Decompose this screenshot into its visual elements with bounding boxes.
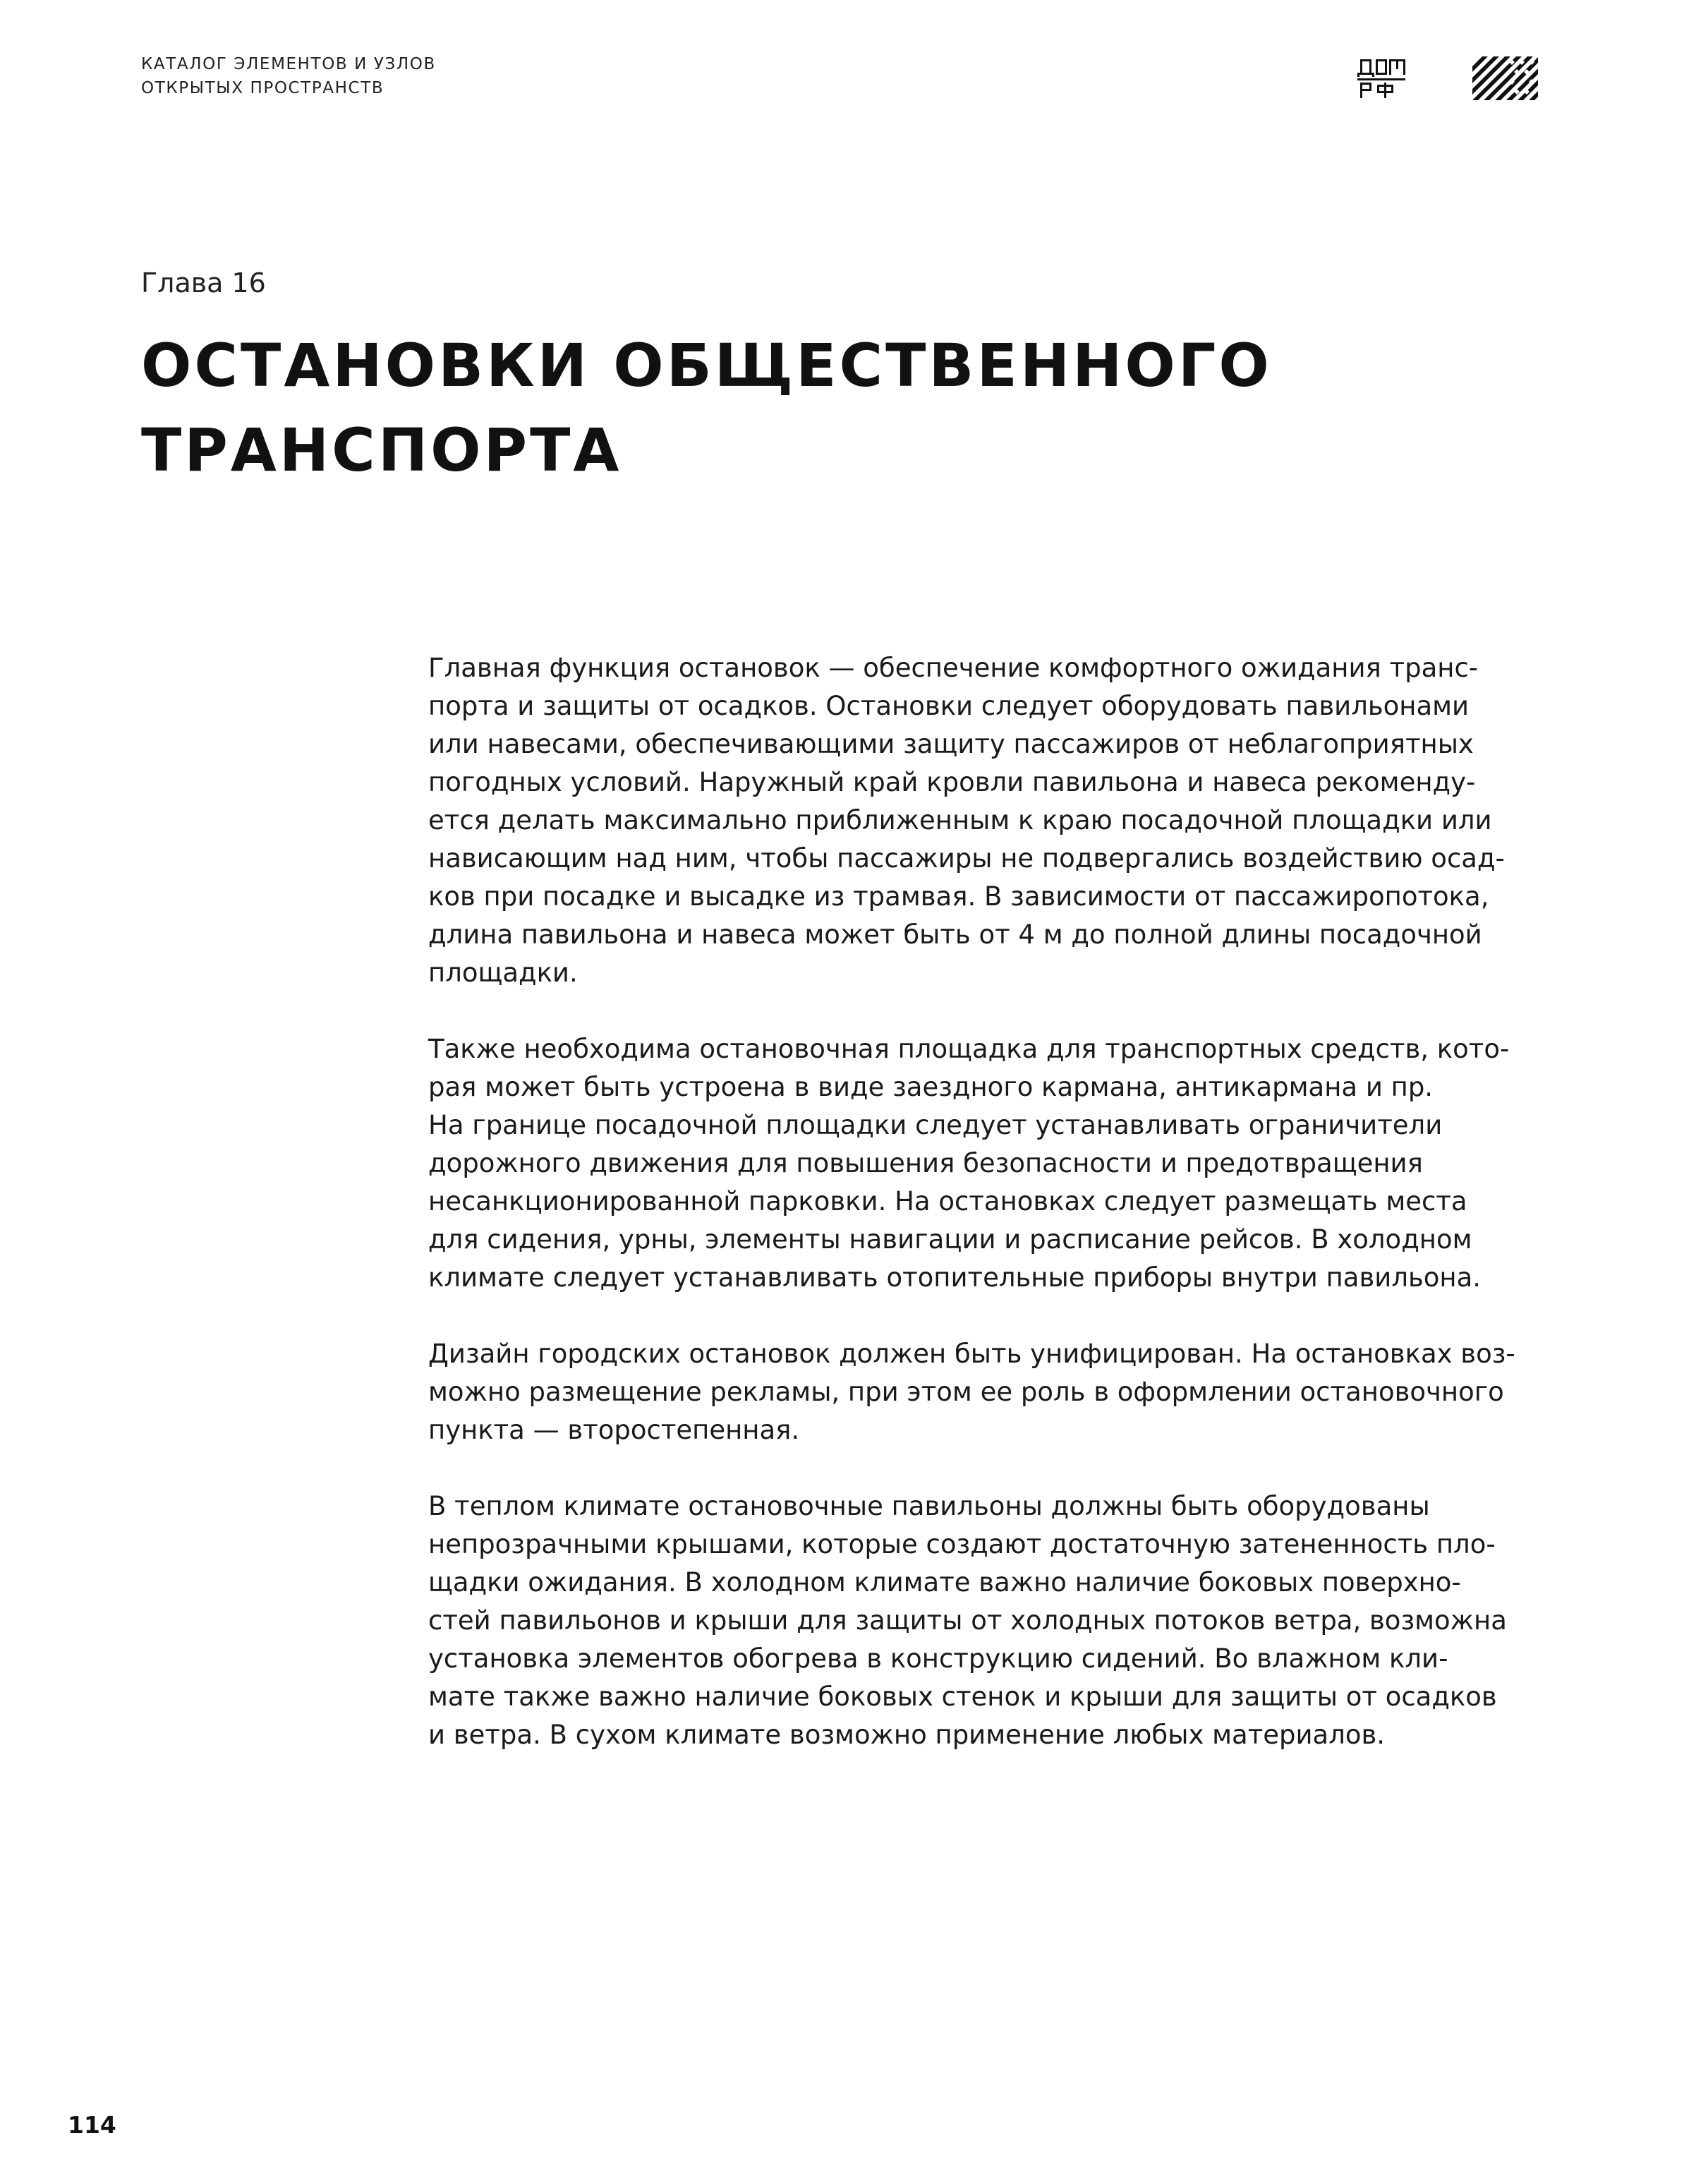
- text-line: Дизайн городских остановок должен быть унифицирован. На остановках воз-: [428, 1339, 1515, 1369]
- text-line: Главная функция остановок — обеспечение комфортного ожидания транс-: [428, 653, 1479, 683]
- catalog-header: [141, 52, 436, 100]
- text-line: площадки.: [428, 958, 578, 988]
- page-number: 114: [68, 2111, 116, 2139]
- text-line: можно размещение рекламы, при этом ее роль в оформлении остановочного: [428, 1377, 1504, 1407]
- text-line: длина павильона и навеса может быть от 4 м до полной длины посадочной: [428, 919, 1482, 950]
- text-line: и ветра. В сухом климате возможно применение любых материалов.: [428, 1720, 1386, 1750]
- dom-rf-logo: [1356, 56, 1407, 100]
- chapter-title: [141, 323, 1272, 493]
- chapter-title-line-1: ОСТАНОВКИ ОБЩЕСТВЕННОГО: [141, 331, 1272, 400]
- text-line: для сидения, урны, элементы навигации и расписание рейсов. В холодном: [428, 1224, 1472, 1255]
- text-line: В теплом климате остановочные павильоны должны быть оборудованы: [428, 1491, 1430, 1521]
- text-line: рая может быть устроена в виде заездного кармана, антикармана и пр.: [428, 1072, 1434, 1102]
- text-line: порта и защиты от осадков. Остановки следует оборудовать павильонами: [428, 691, 1470, 721]
- paragraph-2: [428, 1030, 1550, 1297]
- text-line: погодных условий. Наружный край кровли павильона и навеса рекоменду-: [428, 767, 1476, 797]
- text-line: установка элементов обогрева в конструкцию сидений. Во влажном кли-: [428, 1643, 1448, 1674]
- catalog-header-line-1: КАТАЛОГ ЭЛЕМЕНТОВ И УЗЛОВ: [141, 55, 436, 73]
- text-line: мате также важно наличие боковых стенок и крыши для защиты от осадков: [428, 1682, 1497, 1712]
- paragraph-1: [428, 649, 1550, 992]
- body-text: [428, 649, 1550, 1792]
- pattern-logo: [1472, 56, 1538, 100]
- catalog-header-line-2: ОТКРЫТЫХ ПРОСТРАНСТВ: [141, 79, 384, 97]
- text-line: пункта — второстепенная.: [428, 1415, 800, 1445]
- text-line: Также необходима остановочная площадка для транспортных средств, кото-: [428, 1034, 1510, 1064]
- text-line: стей павильонов и крыши для защиты от холодных потоков ветра, возможна: [428, 1605, 1507, 1636]
- paragraph-4: [428, 1487, 1550, 1754]
- chapter-title-line-2: ТРАНСПОРТА: [141, 416, 622, 485]
- text-line: ется делать максимально приближенным к краю посадочной площадки или: [428, 805, 1492, 835]
- chapter-label: Глава 16: [141, 267, 266, 298]
- text-line: несанкционированной парковки. На остановках следует размещать места: [428, 1186, 1467, 1217]
- text-line: нависающим над ним, чтобы пассажиры не подвергались воздействию осад-: [428, 843, 1505, 874]
- text-line: На границе посадочной площадки следует устанавливать ограничители: [428, 1110, 1443, 1140]
- text-line: дорожного движения для повышения безопасности и предотвращения: [428, 1148, 1423, 1178]
- text-line: или навесами, обеспечивающими защиту пассажиров от неблагоприятных: [428, 729, 1474, 759]
- paragraph-3: [428, 1335, 1550, 1449]
- text-line: щадки ожидания. В холодном климате важно наличие боковых поверхно-: [428, 1567, 1461, 1598]
- text-line: ков при посадке и высадке из трамвая. В зависимости от пассажиропотока,: [428, 881, 1489, 912]
- text-line: климате следует устанавливать отопительные приборы внутри павильона.: [428, 1262, 1482, 1293]
- text-line: непрозрачными крышами, которые создают достаточную затененность пло-: [428, 1529, 1496, 1559]
